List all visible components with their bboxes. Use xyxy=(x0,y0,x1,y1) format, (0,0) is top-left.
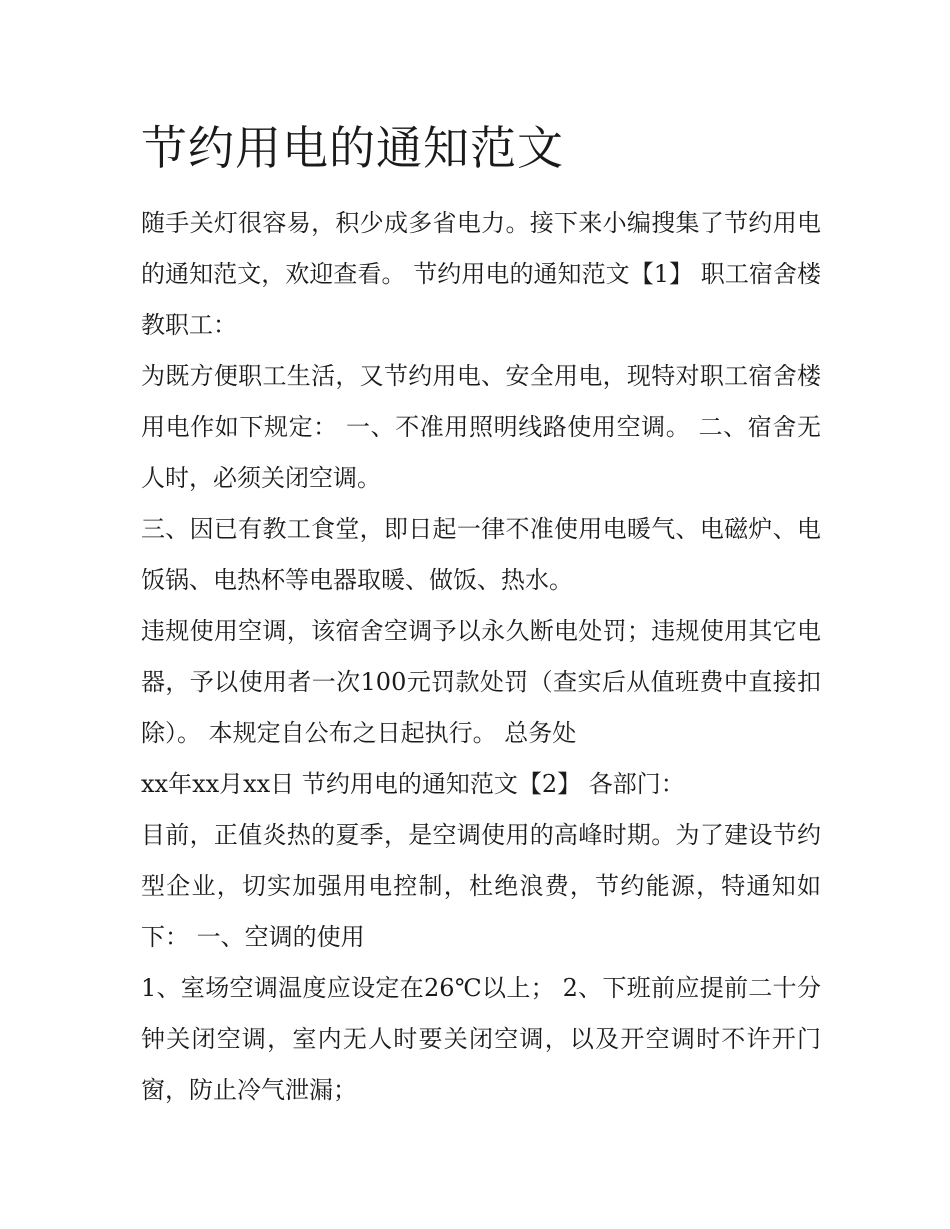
paragraph-penalty: 违规使用空调，该宿舍空调予以永久断电处罚；违规使用其它电器，予以使用者一次100元罚款处罚（查实后从值班费中直接扣除）。 本规定自公布之日起执行。 总务处 xyxy=(141,617,821,747)
paragraph-intro: 随手关灯很容易，积少成多省电力。接下来小编搜集了节约用电的通知范文，欢迎查看。 节约用电的通知范文【1】 职工宿舍楼教职工： xyxy=(141,209,821,339)
document-body xyxy=(141,198,821,1116)
paragraph-ac-rules: 1、室场空调温度应设定在26℃以上； 2、下班前应提前二十分钟关闭空调，室内无人时要关闭空调，以及开空调时不许开门窗，防止冷气泄漏； xyxy=(141,974,821,1104)
paragraph-appliance-ban: 三、因已有教工食堂，即日起一律不准使用电暖气、电磁炉、电饭锅、电热杯等电器取暖、做饭、热水。 xyxy=(141,515,821,594)
paragraph-date-notice-2: xx年xx月xx日 节约用电的通知范文【2】 各部门： xyxy=(141,770,685,798)
paragraph-rules: 为既方便职工生活，又节约用电、安全用电，现特对职工宿舍楼用电作如下规定： 一、不准用照明线路使用空调。 二、宿舍无人时，必须关闭空调。 xyxy=(141,362,821,492)
page-title: 节约用电的通知范文 xyxy=(141,121,564,175)
paragraph-summer-notice: 目前，正值炎热的夏季，是空调使用的高峰时期。为了建设节约型企业，切实加强用电控制，杜绝浪费，节约能源，特通知如下： 一、空调的使用 xyxy=(141,821,821,951)
